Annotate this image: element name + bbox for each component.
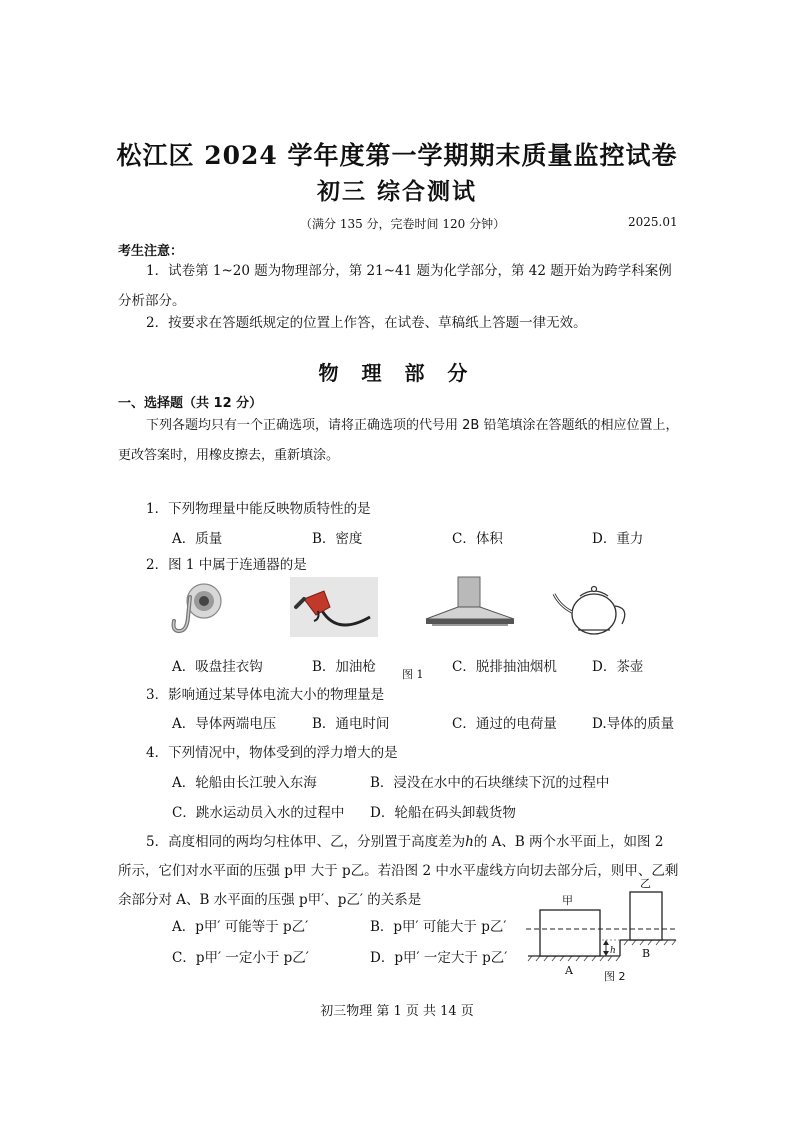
- q5-line-2: 所示，它们对水平面的压强 p甲 大于 p乙。若沿图 2 中水平虚线方向切去部分后，则甲、乙剩: [118, 863, 679, 879]
- q1-stem: 1．下列物理量中能反映物质特性的是: [146, 501, 371, 517]
- q2-option-b: B．加油枪: [312, 659, 376, 675]
- q5-option-a: A．p甲′ 可能等于 p乙′: [172, 919, 309, 935]
- label-jia: 甲: [562, 894, 573, 907]
- q1-option-b: B．密度: [312, 531, 363, 547]
- range-hood-icon: [422, 575, 518, 635]
- q5-height-symbol: h: [465, 834, 474, 850]
- notice-item-1: 1．试卷第 1~20 题为物理部分，第 21~41 题为化学部分，第 42 题开始为跨学科案例分析部分。: [118, 263, 672, 309]
- q3-option-c: C．通过的电荷量: [452, 716, 557, 732]
- exam-meta: （满分 135 分，完卷时间 120 分钟）: [300, 217, 506, 231]
- label-a: A: [565, 964, 573, 977]
- q4-option-b: B．浸没在水中的石块继续下沉的过程中: [370, 775, 610, 791]
- exam-title: 松江区 2024 学年度第一学期期末质量监控试卷: [116, 141, 678, 170]
- part1-heading: 一、选择题（共 12 分）: [118, 396, 263, 411]
- q1-option-a: A．质量: [172, 531, 223, 547]
- fuel-nozzle-icon: [290, 577, 378, 637]
- q5-option-d: D．p甲′ 一定大于 p乙′: [370, 950, 508, 966]
- q4-option-c: C．跳水运动员入水的过程中: [172, 805, 345, 821]
- q3-option-a: A．导体两端电压: [172, 716, 277, 732]
- section-title: 物 理 部 分: [318, 361, 476, 385]
- cylinder-yi: [630, 892, 662, 940]
- q4-option-d: D．轮船在码头卸载货物: [370, 805, 516, 821]
- cylinder-jia: [540, 910, 600, 956]
- q3-option-b: B．通电时间: [312, 716, 390, 732]
- figure-2-diagram: [522, 872, 682, 988]
- q5-line-1-b: 的 A、B 两个水平面上，如图 2: [473, 834, 664, 850]
- q3-stem: 3．影响通过某导体电流大小的物理量是: [146, 687, 385, 703]
- q3-option-d: D.导体的质量: [592, 716, 675, 732]
- suction-hook-icon: [168, 577, 228, 639]
- q2-option-a: A．吸盘挂衣钩: [172, 659, 263, 675]
- exam-subtitle: 初三 综合测试: [316, 178, 477, 205]
- figure-2-label: 图 2: [604, 970, 626, 983]
- figure-1-label: 图 1: [402, 668, 424, 681]
- label-b: B: [642, 947, 651, 960]
- label-yi: 乙: [640, 877, 651, 890]
- page-footer: 初三物理 第 1 页 共 14 页: [320, 1004, 474, 1019]
- exam-date: 2025.01: [628, 215, 678, 229]
- notice-item-2: 2．按要求在答题纸规定的位置上作答，在试卷、草稿纸上答题一律无效。: [146, 315, 587, 331]
- q2-option-c: C．脱排抽油烟机: [452, 659, 557, 675]
- q2-option-d: D．茶壶: [592, 659, 644, 675]
- q5-line-1: [146, 830, 663, 850]
- notice-heading: 考生注意：: [118, 244, 184, 259]
- q5-option-c: C．p甲′ 一定小于 p乙′: [172, 950, 309, 966]
- q2-stem: 2．图 1 中属于连通器的是: [146, 557, 307, 573]
- q5-line-3: 余部分对 A、B 水平面的压强 p甲′、p乙′ 的关系是: [118, 892, 422, 908]
- q1-option-d: D．重力: [592, 531, 644, 547]
- q4-stem: 4．下列情况中，物体受到的浮力增大的是: [146, 745, 398, 761]
- q4-option-a: A．轮船由长江驶入东海: [172, 775, 317, 791]
- q5-option-b: B．p甲′ 可能大于 p乙′: [370, 919, 507, 935]
- teapot-icon: [552, 580, 632, 638]
- label-h: h: [610, 946, 616, 956]
- part1-instructions: 下列各题均只有一个正确选项，请将正确选项的代号用 2B 铅笔填涂在答题纸的相应位置上，更改答案时，用橡皮擦去，重新填涂。: [118, 418, 679, 463]
- q5-line-1-a: 5．高度相同的两均匀柱体甲、乙，分别置于高度差为: [146, 834, 466, 850]
- q1-option-c: C．体积: [452, 531, 503, 547]
